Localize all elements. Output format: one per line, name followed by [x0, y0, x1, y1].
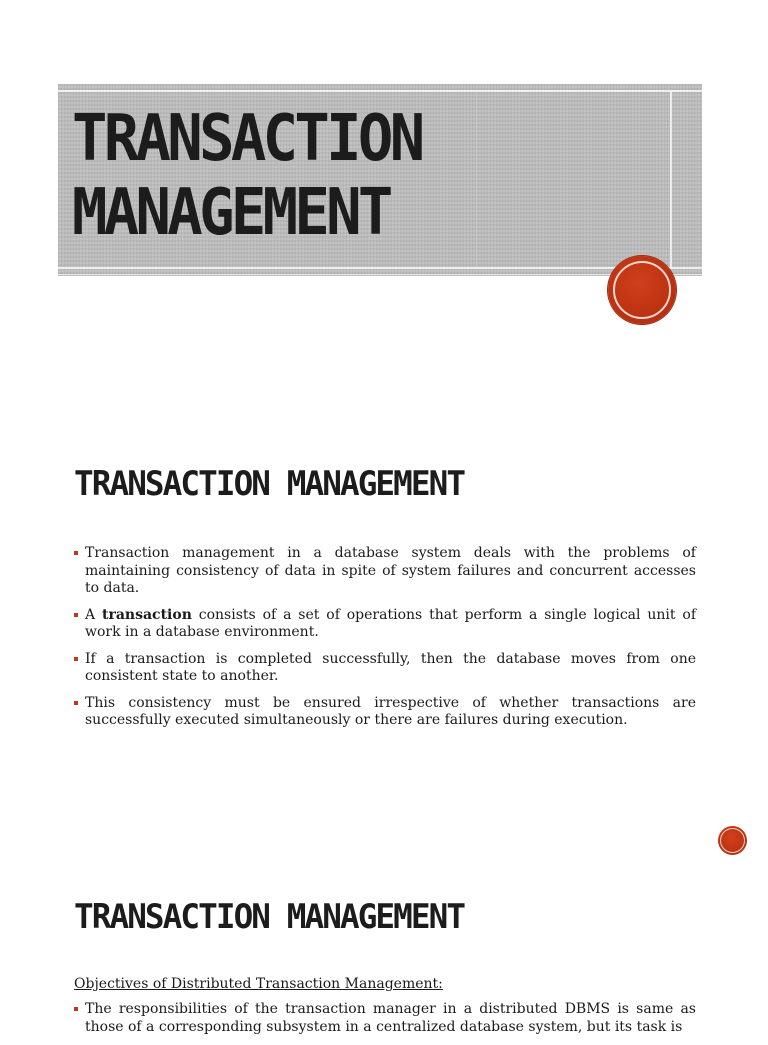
list-item: [74, 695, 696, 730]
slide-title-line-2: MANAGEMENT: [72, 176, 390, 250]
banner-rule: [58, 90, 702, 92]
list-item: [74, 1001, 696, 1036]
list-item: [74, 651, 696, 686]
bullet-term: transaction: [102, 606, 192, 623]
slide-title: [72, 102, 421, 250]
bullet-text: If a transaction is completed successfully, then the database moves from one consistent state to another.: [85, 650, 696, 684]
bullet-text-prefix: A: [85, 606, 102, 623]
bullet-text: Transaction management in a database system deals with the problems of maintaining consistency of data in spite of system failures and concurrent accesses to data.: [85, 545, 696, 596]
slide-heading: TRANSACTION MANAGEMENT: [74, 464, 465, 504]
badge-ring: [720, 828, 745, 853]
bullet-marker-icon: [74, 613, 78, 617]
badge-ring: [613, 261, 671, 319]
decorative-circle-badge: [608, 256, 676, 324]
section-subtitle: Objectives of Distributed Transaction Management:: [74, 976, 443, 992]
slide-heading: TRANSACTION MANAGEMENT: [74, 897, 465, 937]
banner-rule: [58, 267, 702, 269]
bullet-list: [74, 545, 696, 739]
bullet-list: [74, 1001, 696, 1045]
decorative-circle-badge: [718, 826, 747, 855]
bullet-text: The responsibilities of the transaction manager in a distributed DBMS is same as those of a corresponding subsystem in a centralized database system, but its task is: [85, 1001, 696, 1035]
title-banner: [58, 84, 702, 276]
list-item: [74, 545, 696, 598]
bullet-marker-icon: [74, 657, 78, 661]
banner-rule: [58, 274, 702, 275]
bullet-text-suffix: consists of a set of operations that perform a single logical unit of work in a database environment.: [85, 606, 696, 640]
bullet-marker-icon: [74, 1007, 78, 1011]
bullet-text: This consistency must be ensured irrespective of whether transactions are successfully executed simultaneously or there are failures during execution.: [85, 694, 696, 728]
list-item: [74, 607, 696, 642]
bullet-marker-icon: [74, 701, 78, 705]
banner-divider: [476, 92, 477, 267]
bullet-marker-icon: [74, 551, 78, 555]
banner-divider: [670, 92, 672, 267]
slide-title-line-1: TRANSACTION: [72, 102, 422, 176]
